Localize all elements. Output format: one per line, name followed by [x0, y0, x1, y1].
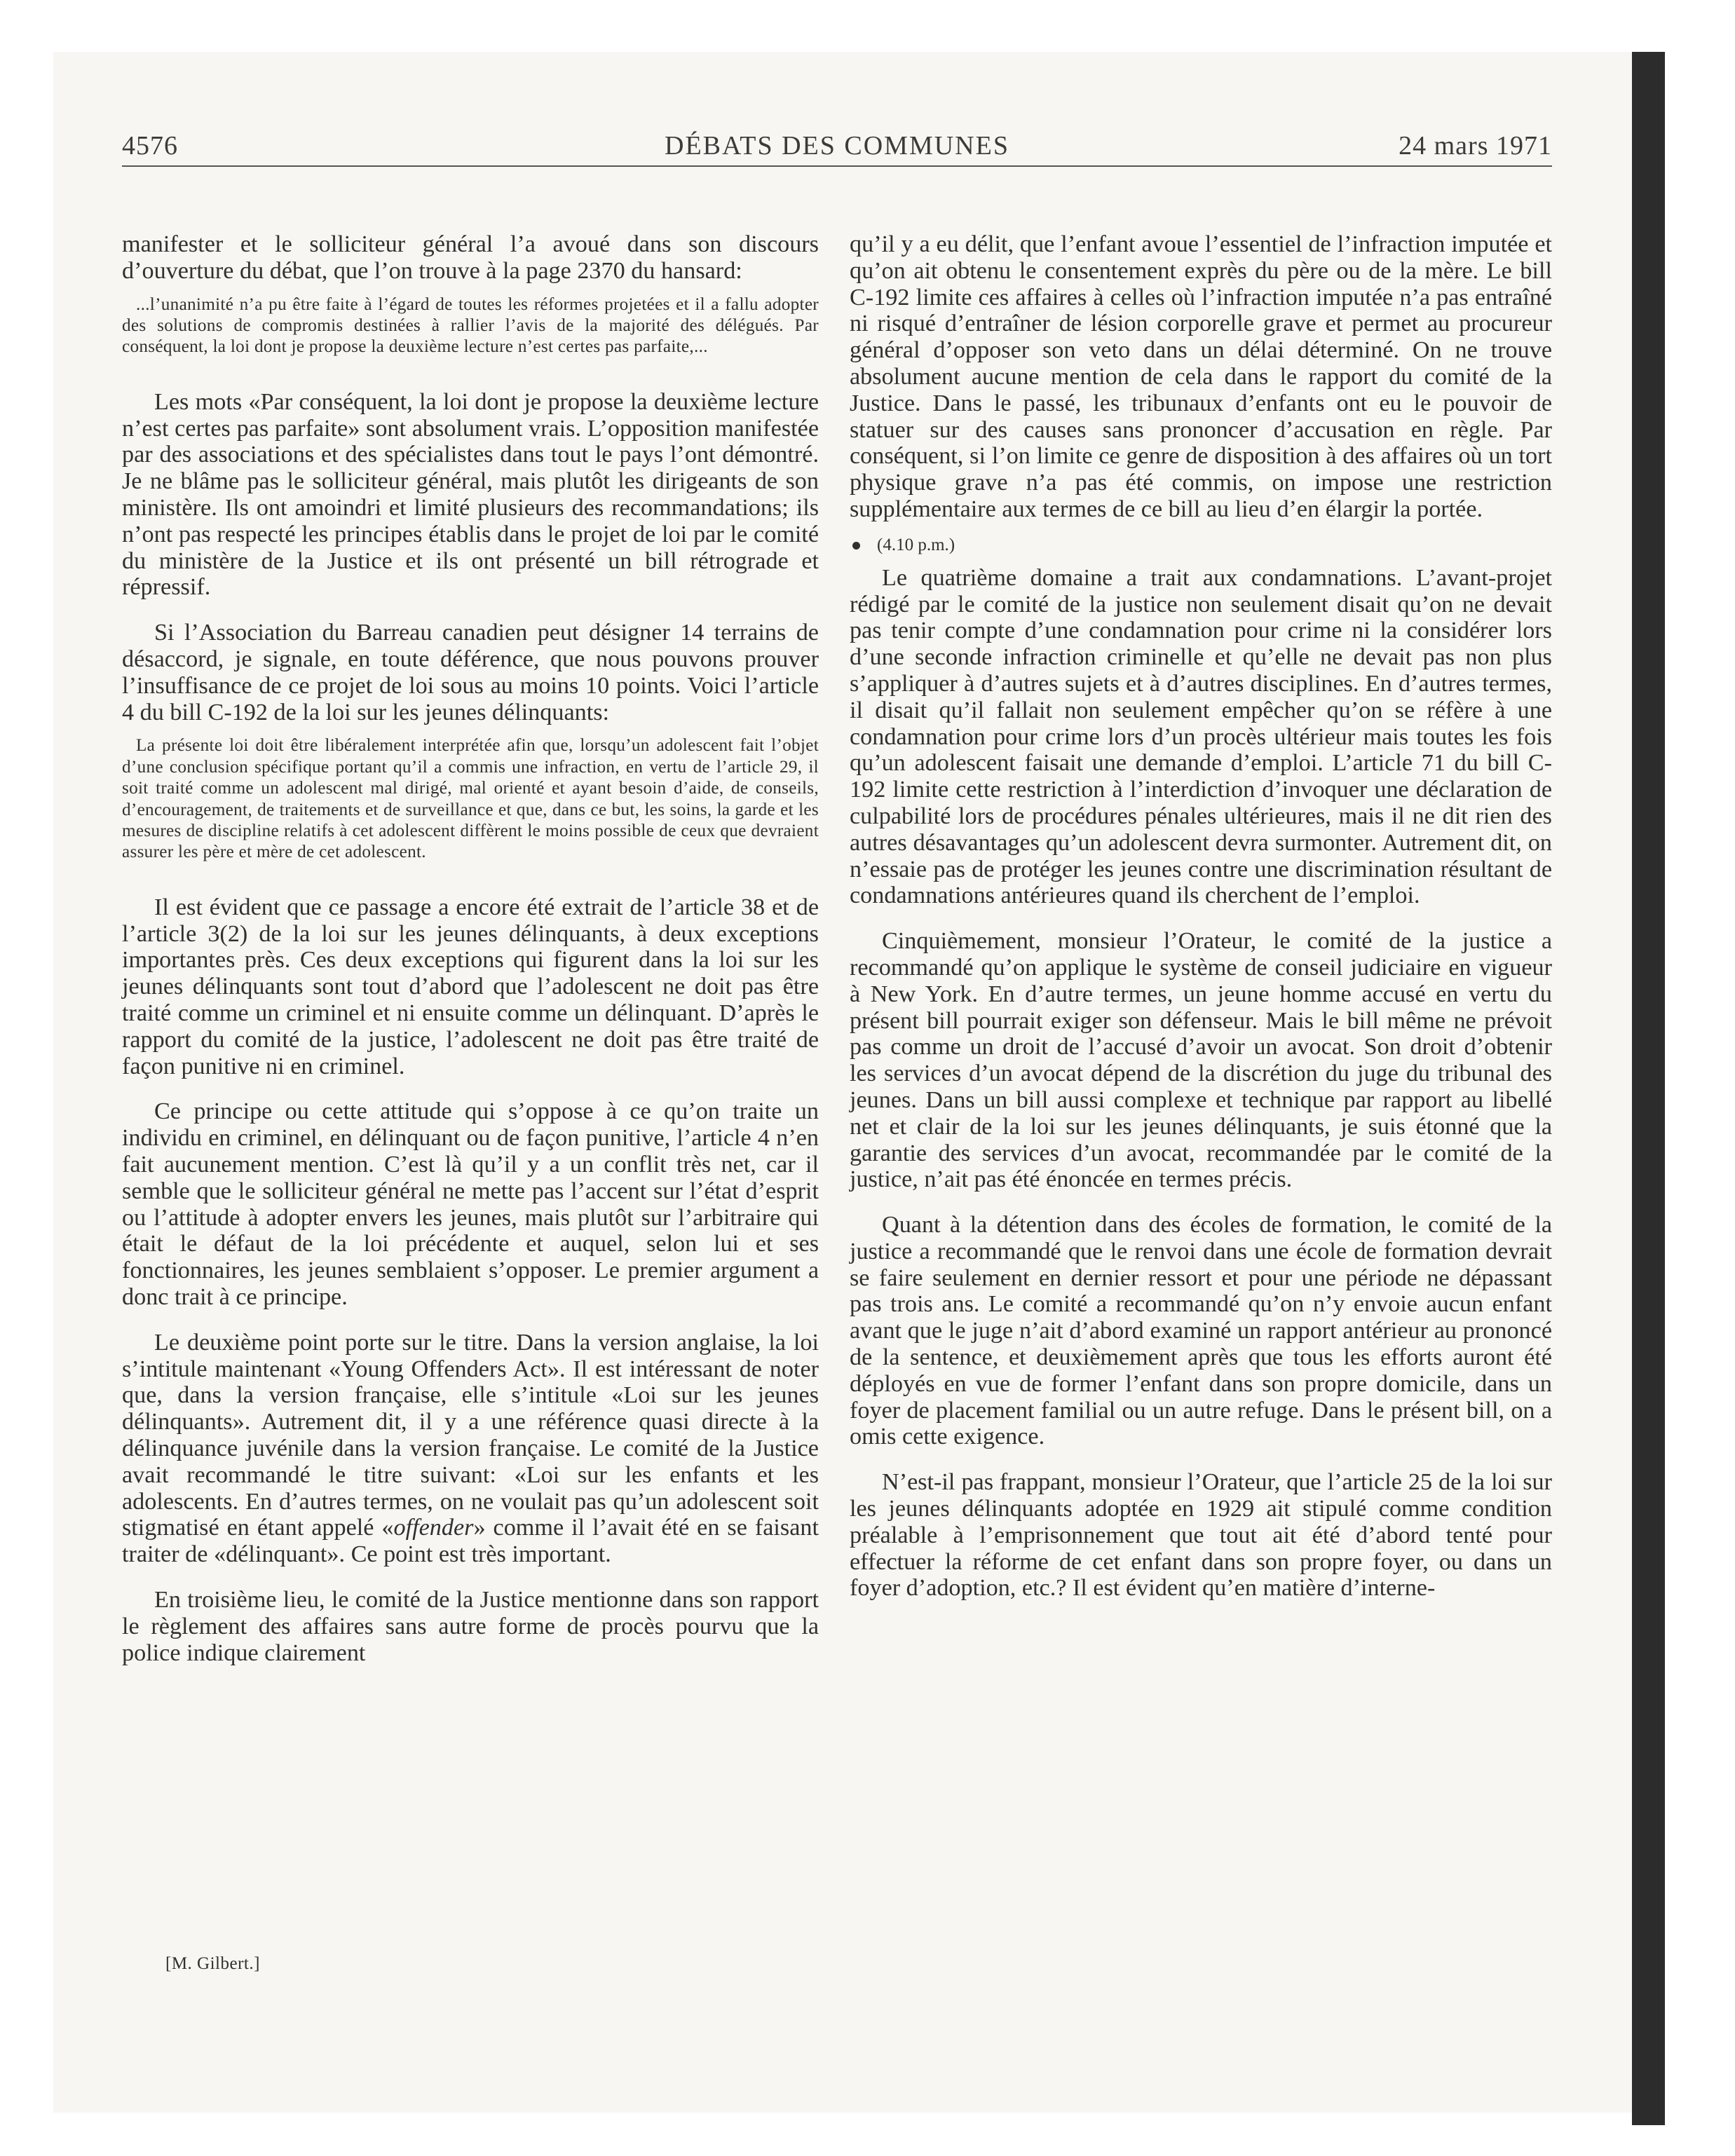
- publication-title: DÉBATS DES COMMUNES: [665, 131, 1009, 161]
- left-column: [122, 231, 819, 1666]
- page-header: [122, 126, 1552, 165]
- paragraph: Ce principe ou cette attitude qui s’oppose à ce qu’on traite un individu en criminel, en délinquant ou de façon punitive, l’article 4 n’en fait aucunement mention. C’est là qu’il y a un conflit très net, car il semble que le solliciteur général ne mette pas l’accent sur l’état d’esprit ou l’attitude à adopter envers les jeunes, mais plutôt sur l’arbitraire qui était le défaut de la loi précédente et auquel, selon lui et ses fonctionnaires, les jeunes semblaient s’opposer. Le premier argument a donc trait à ce principe.: [122, 1098, 819, 1310]
- right-column: [850, 231, 1552, 1602]
- paragraph: manifester et le solliciteur général l’a avoué dans son discours d’ouverture du débat, que l’on trouve à la page 2370 du hansard:: [122, 231, 819, 284]
- paragraph: qu’il y a eu délit, que l’enfant avoue l’essentiel de l’infraction imputée et qu’on ait obtenu le consentement exprès du père ou de la mère. Le bill C-192 limite ces affaires à celles où l’infraction imputée n’a pas entraîné ni risqué d’entraîner de lésion corporelle grave et permet au procureur général d’opposer son veto dans un délai déterminé. On ne trouve absolument aucune mention de cela dans le rapport du comité de la Justice. Dans le passé, les tribunaux d’enfants ont eu le pouvoir de statuer sur des causes sans prononcer d’accusation en règle. Par conséquent, si l’on limite ce genre de disposition à des affaires où un tort physique grave n’a pas été commis, on impose une restriction supplémentaire aux termes de ce bill au lieu d’en élargir la portée.: [850, 231, 1552, 522]
- page-number: 4576: [122, 131, 178, 161]
- scan-edge-shadow: [1632, 52, 1665, 2125]
- paragraph: Si l’Association du Barreau canadien peut désigner 14 terrains de désaccord, je signale, en toute déférence, que nous pouvons prouver l’insuffisance de ce projet de loi sous au moins 10 points. Voici l’article 4 du bill C-192 de la loi sur les jeunes délinquants:: [122, 620, 819, 725]
- block-quote: ...l’unanimité n’a pu être faite à l’égard de toutes les réformes projetées et il a fallu adopter des solutions de compromis destinées à rallier l’avis de la majorité des délégués. Par conséquent, la loi dont je propose la deuxième lecture n’est certes pas parfaite,...: [122, 294, 819, 357]
- paragraph: Il est évident que ce passage a encore été extrait de l’article 38 et de l’article 3(2) de la loi sur les jeunes délinquants, à deux exceptions importantes près. Ces deux exceptions qui figurent dans la loi sur les jeunes délinquants sont tout d’abord que l’adolescent ne doit pas être traité comme un criminel et ni ensuite comme un délinquant. D’après le rapport du comité de la justice, l’adolescent ne doit pas être traité de façon punitive ni en criminel.: [122, 894, 819, 1079]
- paragraph-text: » comme il l’avait été en se faisant traiter de «délinquant». Ce point est très important.: [122, 1515, 819, 1568]
- speaker-note: [M. Gilbert.]: [165, 1954, 260, 1973]
- paragraph: [122, 1330, 819, 1568]
- time-marker: [850, 531, 1552, 559]
- paragraph-text: Le deuxième point porte sur le titre. Dans la version anglaise, la loi s’intitule maintenant «Young Offenders Act». Il est intéressant de noter que, dans la version française, elle s’intitule «Loi sur les jeunes délinquants». Autrement dit, il y a une référence quasi directe à la délinquance juvénile dans la version française. Le comité de la Justice avait recommandé le titre suivant: «Loi sur les enfants et les adolescents. En d’autres termes, on ne voulait pas qu’un adolescent soit stigmatisé en étant appelé «: [122, 1329, 819, 1541]
- time-marker-text: (4.10 p.m.): [877, 535, 955, 554]
- paragraph: Quant à la détention dans des écoles de formation, le comité de la justice a recommandé que le renvoi dans une école de formation devrait se faire seulement en dernier ressort et pour une période ne dépassant pas trois ans. Le comité a recommandé qu’on n’y envoie aucun enfant avant que le juge n’ait d’abord examiné un rapport antérieur au prononcé de la sentence, et deuxièmement après que tous les efforts auront été déployés en vue de former l’enfant dans son propre domicile, dans un foyer de placement familial ou un autre refuge. Dans le présent bill, on a omis cette exigence.: [850, 1212, 1552, 1450]
- paragraph: Cinquièmement, monsieur l’Orateur, le comité de la justice a recommandé qu’on applique le système de conseil judiciaire en vigueur à New York. En d’autre termes, un jeune homme accusé en vertu du présent bill pourrait exiger son défenseur. Mais le bill même ne prévoit pas comme un droit de l’accusé d’avoir un avocat. Son droit d’obtenir les services d’un avocat dépend de la discrétion du juge du tribunal des jeunes. Dans un bill aussi complexe et technique par rapport au libellé net et clair de la loi sur les jeunes délinquants, je suis étonné que la garantie des services d’un avocat, recommandée par le comité de la justice, n’ait pas été énoncée en termes précis.: [850, 928, 1552, 1193]
- paragraph: Le quatrième domaine a trait aux condamnations. L’avant-projet rédigé par le comité de la justice non seulement disait qu’on ne devait pas tenir compte d’une condamnation pour crime ni la considérer lors d’une seconde infraction criminelle et qu’elle ne devait pas non plus s’appliquer à d’autres sujets et à d’autres disciplines. En d’autres termes, il disait qu’il fallait non seulement empêcher qu’on se réfère à une condamnation pour crime lors d’un procès ultérieur mais toutes les fois qu’un adolescent faisait une demande d’emploi. L’article 71 du bill C-192 limite cette restriction à l’interdiction d’invoquer une déclaration de culpabilité lors de procédures pénales ultérieures, mais il ne dit rien des autres désavantages qu’un adolescent devra surmonter. Autrement dit, on n’essaie pas de protéger les jeunes contre une discrimination résultant de condamnations antérieures quand ils cherchent de l’emploi.: [850, 564, 1552, 909]
- page-date: 24 mars 1971: [1399, 131, 1552, 161]
- bullet-icon: [852, 542, 860, 550]
- block-quote: La présente loi doit être libéralement interprétée afin que, lorsqu’un adolescent fait l’objet d’une conclusion spécifique portant qu’il a commis une infraction, en vertu de l’article 29, il soit traité comme un adolescent mal dirigé, mal orienté et ayant besoin d’aide, de conseils, d’encouragement, de traitements et de surveillance et que, dans ce but, les soins, la garde et les mesures de discipline relatifs à cet adolescent diffèrent le moins possible de ceux que devraient assurer les père et mère de cet adolescent.: [122, 736, 819, 862]
- header-rule: [122, 165, 1552, 167]
- paragraph: En troisième lieu, le comité de la Justice mentionne dans son rapport le règlement des affaires sans autre forme de procès pourvu que la police indique clairement: [122, 1586, 819, 1666]
- italic-term: offender: [393, 1515, 474, 1541]
- paragraph: N’est-il pas frappant, monsieur l’Orateur, que l’article 25 de la loi sur les jeunes délinquants adoptée en 1929 ait stipulé comme condition préalable à l’emprisonnement que tout ait été d’abord tenté pour effectuer la réforme de cet enfant dans son propre foyer, ou dans un foyer d’adoption, etc.? Il est évident qu’en matière d’interne-: [850, 1469, 1552, 1602]
- paragraph: Les mots «Par conséquent, la loi dont je propose la deuxième lecture n’est certes pas parfaite» sont absolument vrais. L’opposition manifestée par des associations et des spécialistes dans tout le pays l’ont démontré. Je ne blâme pas le solliciteur général, mais plutôt les dirigeants de son ministère. Ils ont amoindri et limité plusieurs des recommandations; ils n’ont pas respecté les principes établis dans le projet de loi par le comité du ministère de la Justice et ils ont présenté un bill rétrograde et répressif.: [122, 388, 819, 601]
